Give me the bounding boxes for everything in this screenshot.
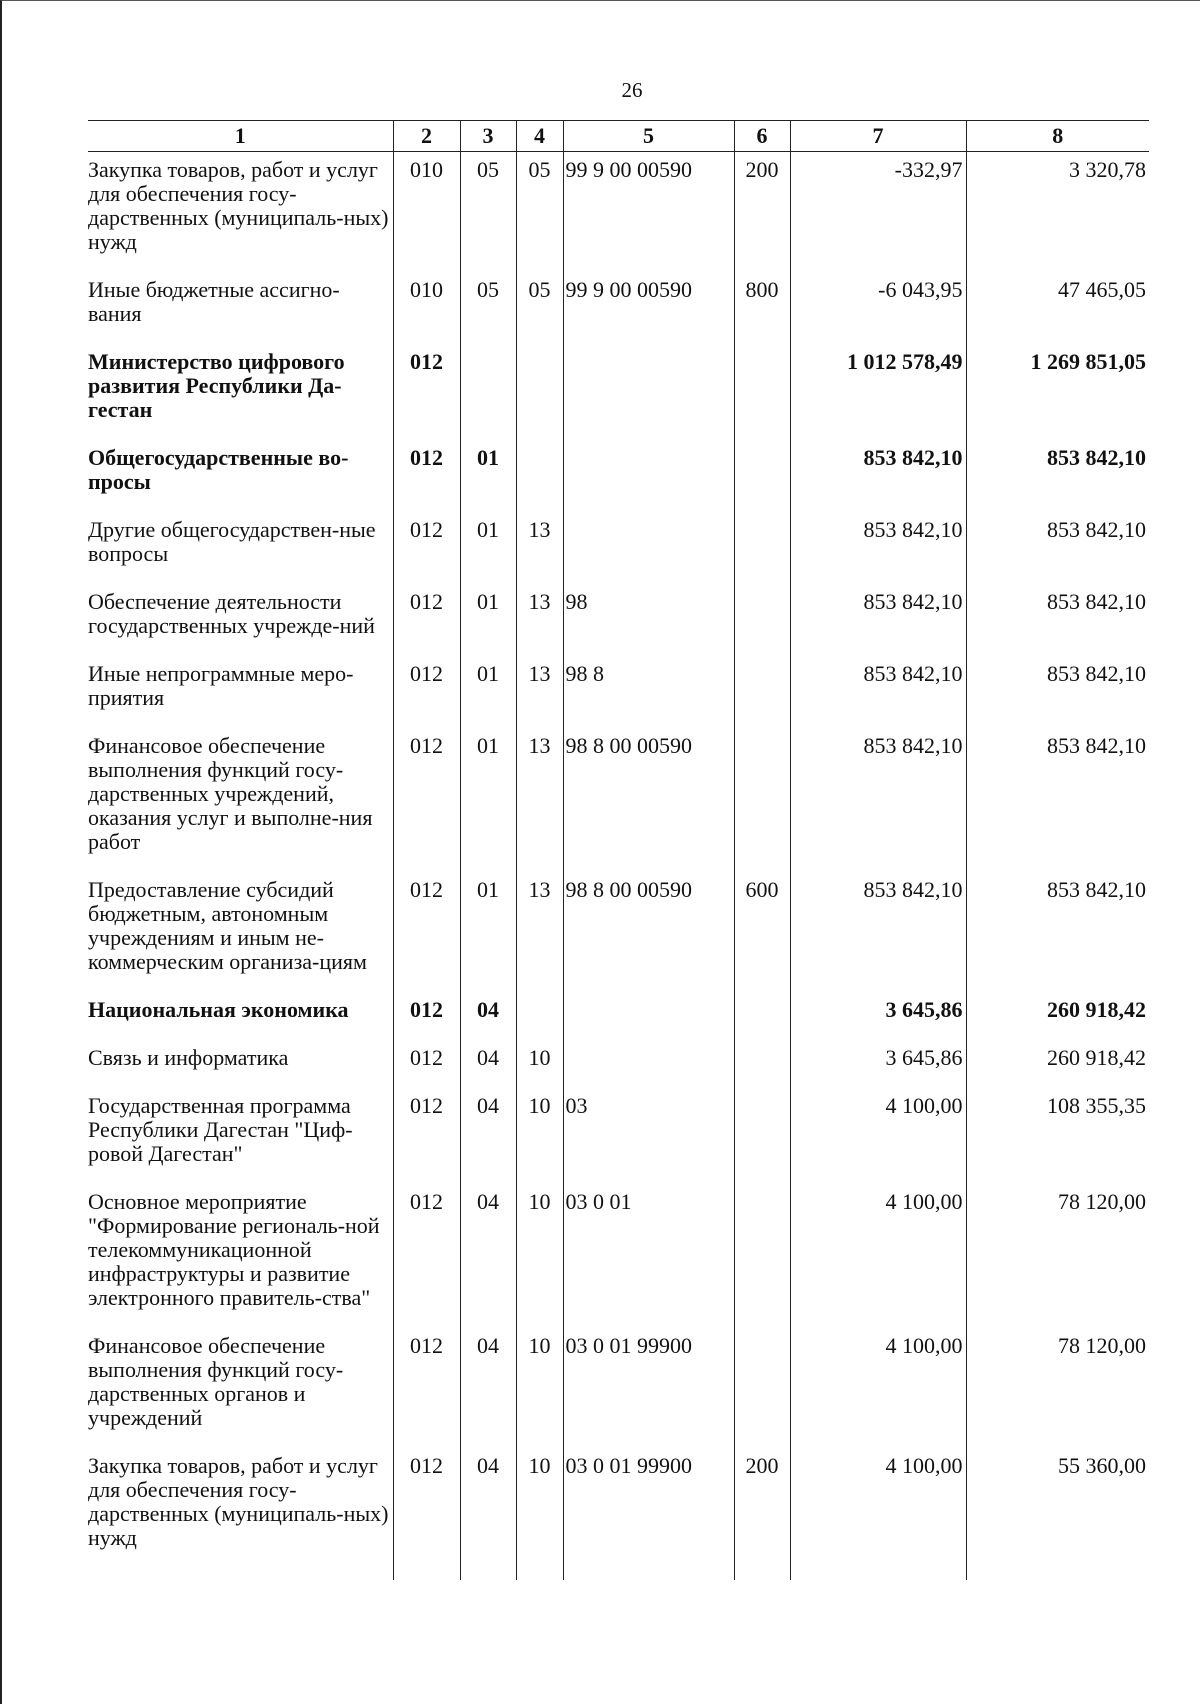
table-row	[88, 866, 1149, 986]
subsection-cell: 10	[516, 1442, 563, 1562]
table-row	[88, 1034, 1149, 1082]
table-spacer-row	[88, 1562, 1149, 1580]
expense-type-cell	[734, 578, 790, 650]
amount-change-cell: 1 012 578,49	[790, 338, 966, 434]
section-cell: 04	[460, 986, 516, 1034]
section-cell: 01	[460, 578, 516, 650]
amount-total-cell: 260 918,42	[966, 1034, 1149, 1082]
table-row	[88, 986, 1149, 1034]
spacer-cell	[966, 1562, 1149, 1580]
amount-total-cell: 78 120,00	[966, 1178, 1149, 1322]
column-header: 7	[790, 121, 966, 152]
amount-change-cell: 3 645,86	[790, 1034, 966, 1082]
table-row	[88, 506, 1149, 578]
code-cell: 012	[393, 434, 460, 506]
row-name-cell: Иные непрограммные меро-приятия	[88, 661, 354, 710]
target-article-cell: 03 0 01 99900	[563, 1322, 734, 1442]
amount-change-cell: 4 100,00	[790, 1442, 966, 1562]
target-article-cell: 99 9 00 00590	[563, 152, 734, 267]
amount-total-cell: 853 842,10	[966, 578, 1149, 650]
section-cell: 01	[460, 434, 516, 506]
code-cell: 012	[393, 866, 460, 986]
subsection-cell: 13	[516, 578, 563, 650]
amount-total-cell: 853 842,10	[966, 722, 1149, 866]
target-article-cell: 03	[563, 1082, 734, 1178]
subsection-cell: 10	[516, 1034, 563, 1082]
section-cell: 04	[460, 1034, 516, 1082]
expense-type-cell	[734, 722, 790, 866]
table-body	[88, 152, 1149, 1581]
spacer-cell	[790, 1562, 966, 1580]
amount-change-cell: 853 842,10	[790, 866, 966, 986]
table-row	[88, 722, 1149, 866]
target-article-cell: 99 9 00 00590	[563, 266, 734, 338]
code-cell: 012	[393, 338, 460, 434]
section-cell: 04	[460, 1442, 516, 1562]
subsection-cell: 13	[516, 722, 563, 866]
row-name-cell: Иные бюджетные ассигно-вания	[88, 277, 340, 326]
column-header: 6	[734, 121, 790, 152]
target-article-cell	[563, 1034, 734, 1082]
expense-type-cell	[734, 506, 790, 578]
amount-change-cell: 4 100,00	[790, 1322, 966, 1442]
table-row	[88, 1082, 1149, 1178]
spacer-cell	[393, 1562, 460, 1580]
target-article-cell: 98 8 00 00590	[563, 722, 734, 866]
code-cell: 012	[393, 650, 460, 722]
target-article-cell: 98 8 00 00590	[563, 866, 734, 986]
amount-total-cell: 78 120,00	[966, 1322, 1149, 1442]
code-cell: 012	[393, 1178, 460, 1322]
row-name-cell: Национальная экономика	[88, 997, 349, 1022]
amount-total-cell: 108 355,35	[966, 1082, 1149, 1178]
column-header: 8	[966, 121, 1149, 152]
code-cell: 010	[393, 266, 460, 338]
column-header: 2	[393, 121, 460, 152]
section-cell: 05	[460, 152, 516, 267]
target-article-cell: 03 0 01 99900	[563, 1442, 734, 1562]
subsection-cell: 05	[516, 266, 563, 338]
spacer-cell	[563, 1562, 734, 1580]
section-cell: 01	[460, 650, 516, 722]
table-row	[88, 434, 1149, 506]
amount-change-cell: -332,97	[790, 152, 966, 267]
expense-type-cell: 800	[734, 266, 790, 338]
code-cell: 010	[393, 152, 460, 267]
row-name-cell: Закупка товаров, работ и услуг для обеспечения госу-дарственных (муниципаль-ных) нужд	[88, 1453, 389, 1550]
amount-total-cell: 853 842,10	[966, 506, 1149, 578]
table-row	[88, 1442, 1149, 1562]
expense-type-cell: 200	[734, 152, 790, 267]
expense-type-cell	[734, 1322, 790, 1442]
expense-type-cell	[734, 434, 790, 506]
row-name-cell: Общегосударственные во-просы	[88, 445, 349, 494]
expense-type-cell	[734, 1178, 790, 1322]
section-cell: 04	[460, 1082, 516, 1178]
amount-change-cell: 4 100,00	[790, 1082, 966, 1178]
row-name-cell: Финансовое обеспечение выполнения функций госу-дарственных органов и учреждений	[88, 1333, 344, 1430]
expense-type-cell: 200	[734, 1442, 790, 1562]
code-cell: 012	[393, 1034, 460, 1082]
row-name-cell: Обеспечение деятельности государственных учрежде-ний	[88, 589, 375, 638]
amount-total-cell: 47 465,05	[966, 266, 1149, 338]
target-article-cell	[563, 986, 734, 1034]
amount-change-cell: 853 842,10	[790, 722, 966, 866]
expense-type-cell	[734, 986, 790, 1034]
code-cell: 012	[393, 986, 460, 1034]
table-row	[88, 650, 1149, 722]
code-cell: 012	[393, 722, 460, 866]
amount-total-cell: 3 320,78	[966, 152, 1149, 267]
amount-total-cell: 853 842,10	[966, 650, 1149, 722]
amount-change-cell: 853 842,10	[790, 434, 966, 506]
section-cell: 01	[460, 866, 516, 986]
table-row	[88, 1322, 1149, 1442]
row-name-cell: Связь и информатика	[88, 1045, 289, 1070]
spacer-cell	[516, 1562, 563, 1580]
spacer-cell	[734, 1562, 790, 1580]
amount-total-cell: 1 269 851,05	[966, 338, 1149, 434]
column-header: 1	[88, 121, 393, 152]
amount-total-cell: 55 360,00	[966, 1442, 1149, 1562]
subsection-cell: 10	[516, 1082, 563, 1178]
section-cell: 01	[460, 722, 516, 866]
expense-type-cell	[734, 338, 790, 434]
subsection-cell: 13	[516, 506, 563, 578]
subsection-cell: 10	[516, 1178, 563, 1322]
code-cell: 012	[393, 578, 460, 650]
section-cell: 04	[460, 1178, 516, 1322]
table-row	[88, 266, 1149, 338]
row-name-cell: Предоставление субсидий бюджетным, автономным учреждениям и иным не-коммерческим организа-циям	[88, 877, 367, 974]
target-article-cell	[563, 434, 734, 506]
amount-change-cell: -6 043,95	[790, 266, 966, 338]
amount-total-cell: 853 842,10	[966, 434, 1149, 506]
table-row	[88, 1178, 1149, 1322]
code-cell: 012	[393, 1322, 460, 1442]
column-header: 4	[516, 121, 563, 152]
expense-type-cell	[734, 650, 790, 722]
section-cell: 01	[460, 506, 516, 578]
row-name-cell: Закупка товаров, работ и услуг для обеспечения госу-дарственных (муниципаль-ных) нужд	[88, 157, 389, 254]
amount-change-cell: 853 842,10	[790, 650, 966, 722]
subsection-cell: 05	[516, 152, 563, 267]
section-cell	[460, 338, 516, 434]
row-name-cell: Финансовое обеспечение выполнения функций госу-дарственных учреждений, оказания услуг и выполне-ния работ	[88, 733, 373, 854]
amount-change-cell: 853 842,10	[790, 506, 966, 578]
code-cell: 012	[393, 506, 460, 578]
expense-type-cell: 600	[734, 866, 790, 986]
section-cell: 04	[460, 1322, 516, 1442]
subsection-cell: 10	[516, 1322, 563, 1442]
amount-change-cell: 4 100,00	[790, 1178, 966, 1322]
target-article-cell: 98	[563, 578, 734, 650]
row-name-cell: Государственная программа Республики Дагестан "Циф-ровой Дагестан"	[88, 1093, 353, 1166]
row-name-cell: Министерство цифрового развития Республики Да-гестан	[88, 349, 345, 422]
amount-total-cell: 260 918,42	[966, 986, 1149, 1034]
code-cell: 012	[393, 1082, 460, 1178]
spacer-cell	[460, 1562, 516, 1580]
target-article-cell: 98 8	[563, 650, 734, 722]
table-row	[88, 152, 1149, 267]
section-cell: 05	[460, 266, 516, 338]
code-cell: 012	[393, 1442, 460, 1562]
target-article-cell	[563, 338, 734, 434]
amount-change-cell: 853 842,10	[790, 578, 966, 650]
subsection-cell: 13	[516, 866, 563, 986]
subsection-cell	[516, 986, 563, 1034]
amount-change-cell: 3 645,86	[790, 986, 966, 1034]
budget-table	[88, 120, 1149, 1580]
page-number: 26	[621, 78, 643, 102]
subsection-cell	[516, 434, 563, 506]
target-article-cell	[563, 506, 734, 578]
expense-type-cell	[734, 1034, 790, 1082]
spacer-cell	[88, 1562, 393, 1580]
expense-type-cell	[734, 1082, 790, 1178]
subsection-cell: 13	[516, 650, 563, 722]
row-name-cell: Основное мероприятие "Формирование региональ-ной телекоммуникационной инфраструктуры и развитие электронного правитель-ства"	[88, 1189, 380, 1310]
table-header-row	[88, 121, 1149, 152]
column-header: 3	[460, 121, 516, 152]
subsection-cell	[516, 338, 563, 434]
row-name-cell: Другие общегосударствен-ные вопросы	[88, 517, 376, 566]
column-header: 5	[563, 121, 734, 152]
table-row	[88, 338, 1149, 434]
table-row	[88, 578, 1149, 650]
amount-total-cell: 853 842,10	[966, 866, 1149, 986]
target-article-cell: 03 0 01	[563, 1178, 734, 1322]
